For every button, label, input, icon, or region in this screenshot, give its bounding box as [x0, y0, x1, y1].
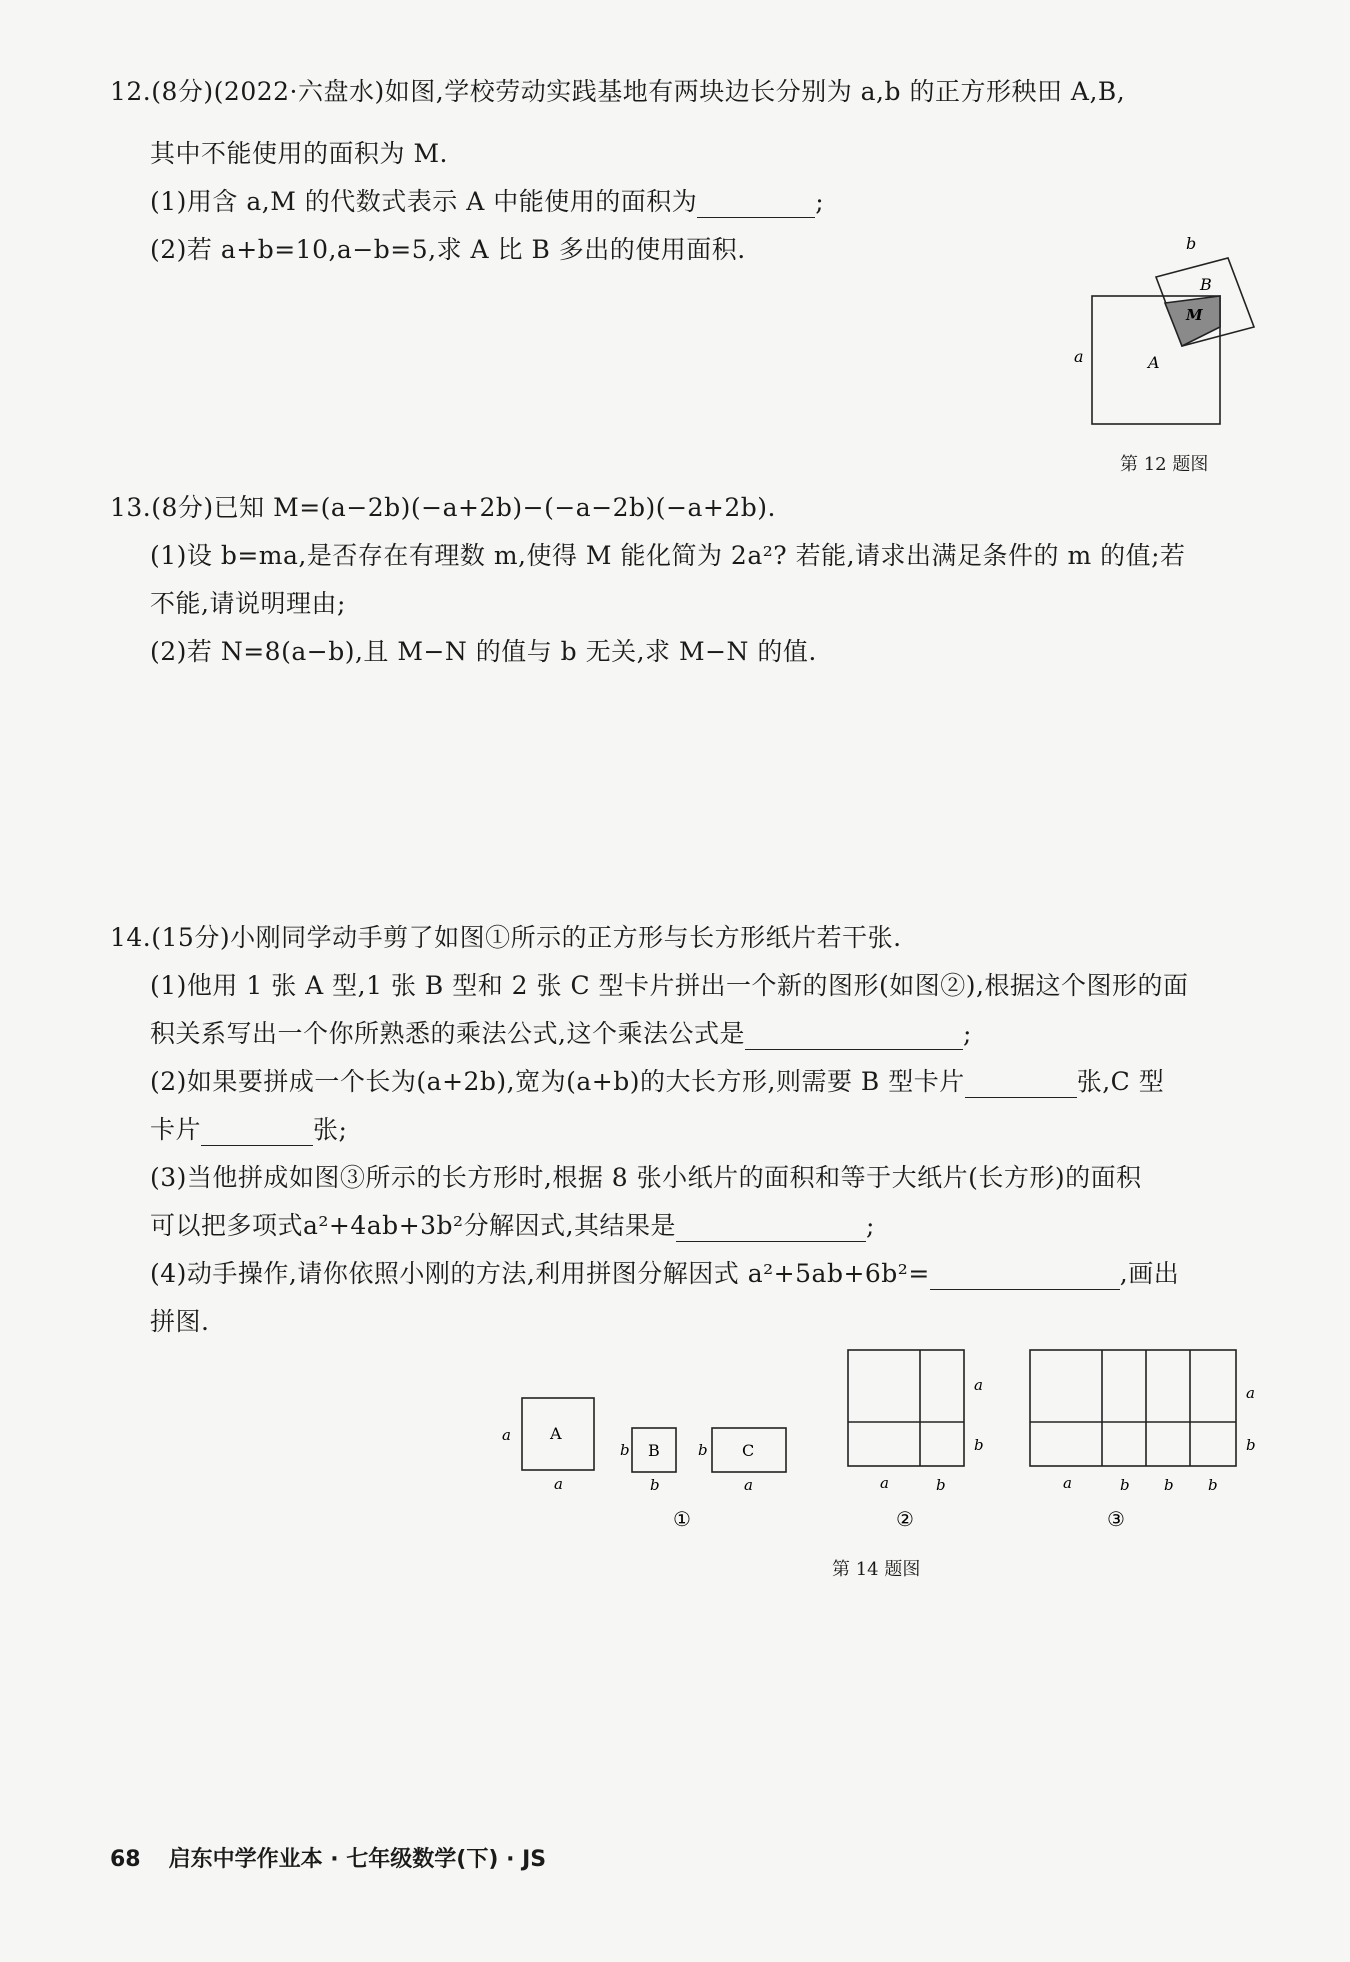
q12-stem-line2: 其中不能使用的面积为 M.	[150, 139, 448, 168]
page-number: 68	[110, 1847, 141, 1872]
card-C-label: C	[742, 1441, 755, 1460]
card-B-label: B	[648, 1441, 660, 1460]
fig2-bottom-a: a	[880, 1474, 889, 1492]
fig3-label: ③	[1107, 1507, 1125, 1531]
q12-figure-caption: 第 12 题图	[1120, 454, 1209, 475]
q14-part3-line1: (3)当他拼成如图③所示的长方形时,根据 8 张小纸片的面积和等于大纸片(长方形)的面积	[150, 1163, 1142, 1192]
q13-part1-line1: (1)设 b=ma,是否存在有理数 m,使得 M 能化简为 2a²? 若能,请求出满足条件的 m 的值;若	[150, 541, 1186, 570]
q12-part1-end: ;	[815, 187, 825, 216]
fig3-outline	[1030, 1350, 1236, 1466]
q14-part4-line1	[150, 1258, 1179, 1290]
card-C-side-b: b	[698, 1441, 708, 1459]
card-B-side-b: b	[620, 1441, 630, 1459]
q12-figure	[1060, 228, 1280, 448]
q14-part2-card-label: 卡片	[150, 1115, 202, 1144]
fig3-bottom-a: a	[1063, 1474, 1072, 1492]
q12-label-A: A	[1148, 353, 1160, 372]
q14-part1-end: ;	[962, 1019, 972, 1048]
card-A-label: A	[550, 1424, 562, 1443]
card-A-side-a: a	[502, 1426, 511, 1444]
q14-part2-mid: 张,C 型	[1076, 1067, 1165, 1096]
q14-part1-blank[interactable]	[745, 1023, 963, 1050]
q14-figure-caption: 第 14 题图	[832, 1559, 921, 1580]
fig3-bottom-b3: b	[1208, 1476, 1218, 1494]
q14-part3-end: ;	[866, 1211, 875, 1240]
book-title: 启东中学作业本 · 七年级数学(下) · JS	[168, 1847, 547, 1872]
fig3-side-a: a	[1246, 1384, 1255, 1402]
q14-part3-blank[interactable]	[676, 1215, 866, 1242]
q14-part3-text: 可以把多项式a²+4ab+3b²分解因式,其结果是	[150, 1211, 677, 1240]
q14-part2-blank-C[interactable]	[201, 1119, 313, 1146]
fig1-label: ①	[673, 1507, 691, 1531]
q12-part1-text: (1)用含 a,M 的代数式表示 A 中能使用的面积为	[150, 187, 698, 216]
q13-stem: 13.(8分)已知 M=(a−2b)(−a+2b)−(−a−2b)(−a+2b).	[110, 493, 776, 522]
q14-part1-line1: (1)他用 1 张 A 型,1 张 B 型和 2 张 C 型卡片拼出一个新的图形(如图②),根据这个图形的面	[150, 971, 1189, 1000]
q12-part1-blank[interactable]	[697, 191, 815, 218]
q14-stem: 14.(15分)小刚同学动手剪了如图①所示的正方形与长方形纸片若干张.	[110, 923, 902, 952]
q14-part1-line2	[150, 1018, 972, 1050]
fig2-bottom-b: b	[936, 1476, 946, 1494]
card-A-bottom-a: a	[554, 1475, 563, 1493]
card-B-bottom-b: b	[650, 1476, 660, 1494]
fig2-label: ②	[896, 1507, 914, 1531]
fig3-bottom-b2: b	[1164, 1476, 1174, 1494]
fig2-side-b: b	[974, 1436, 984, 1454]
fig3-bottom-b1: b	[1120, 1476, 1130, 1494]
q12-label-B: B	[1200, 275, 1212, 294]
q12-part1	[150, 186, 824, 218]
q12-label-a: a	[1074, 347, 1084, 366]
q12-label-M: M	[1186, 306, 1203, 324]
q13-part1-line2: 不能,请说明理由;	[150, 589, 346, 618]
q14-part4-blank[interactable]	[930, 1263, 1120, 1290]
q14-part3-line2	[150, 1210, 875, 1242]
q14-part4-text: (4)动手操作,请你依照小刚的方法,利用拼图分解因式 a²+5ab+6b²=	[150, 1259, 930, 1288]
q14-part4-end: ,画出	[1119, 1259, 1180, 1288]
q12-label-b: b	[1186, 234, 1197, 253]
q13-part2: (2)若 N=8(a−b),且 M−N 的值与 b 无关,求 M−N 的值.	[150, 637, 817, 666]
q14-figure	[490, 1340, 1270, 1540]
q12-part2: (2)若 a+b=10,a−b=5,求 A 比 B 多出的使用面积.	[150, 235, 746, 264]
q14-part2-line2	[150, 1114, 347, 1146]
fig1-cards	[502, 1398, 786, 1531]
q12-stem-line1: 12.(8分)(2022·六盘水)如图,学校劳动实践基地有两块边长分别为 a,b 的正方形秧田 A,B,	[110, 77, 1126, 106]
q14-part2-blank-B[interactable]	[965, 1071, 1077, 1098]
fig3-rectangle	[1030, 1350, 1256, 1531]
card-C-bottom-a: a	[744, 1476, 753, 1494]
page-footer	[110, 1842, 546, 1873]
fig3-side-b: b	[1246, 1436, 1256, 1454]
q14-part2-end: 张;	[313, 1115, 348, 1144]
q14-part2-text: (2)如果要拼成一个长为(a+2b),宽为(a+b)的大长方形,则需要 B 型卡片	[150, 1067, 965, 1096]
q14-part1-text: 积关系写出一个你所熟悉的乘法公式,这个乘法公式是	[150, 1019, 745, 1048]
fig2-side-a: a	[974, 1376, 983, 1394]
fig2-square	[848, 1350, 984, 1531]
q14-part2-line1	[150, 1066, 1164, 1098]
fig2-outline	[848, 1350, 964, 1466]
q14-part4-line2: 拼图.	[150, 1307, 210, 1336]
